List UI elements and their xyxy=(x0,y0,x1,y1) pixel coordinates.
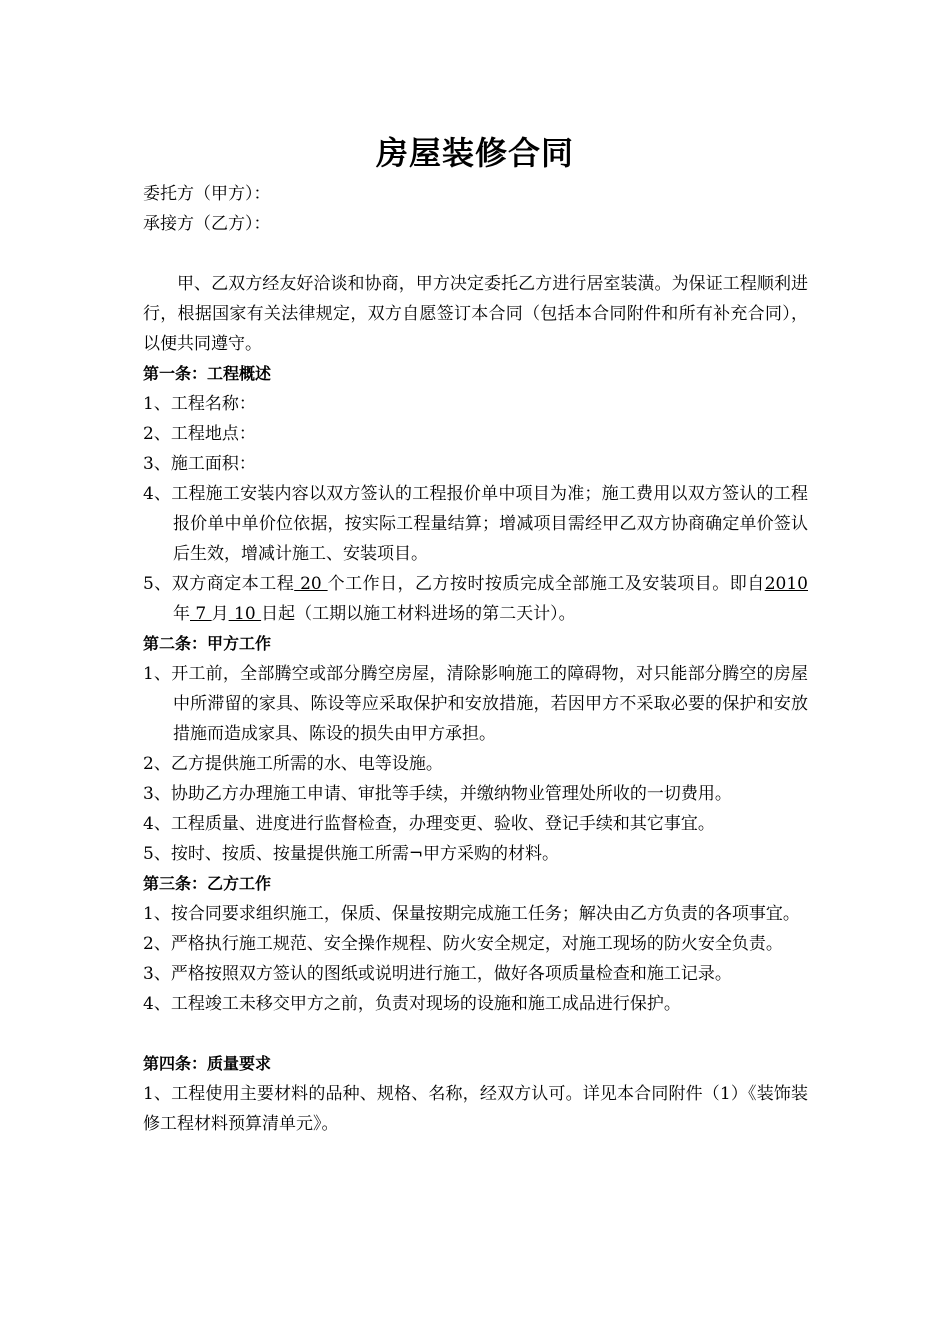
article1-item-3: 3、施工面积： xyxy=(143,454,256,474)
item5-month-label: 月 xyxy=(211,604,229,624)
document-body xyxy=(143,180,808,1139)
article2-heading: 第二条：甲方工作 xyxy=(143,634,272,653)
article2-item-2: 2、乙方提供施工所需的水、电等设施。 xyxy=(143,754,443,774)
item5-prefix: 5、双方商定本工程 xyxy=(143,574,295,594)
article3-item-3: 3、严格按照双方签认的图纸或说明进行施工，做好各项质量检查和施工记录。 xyxy=(143,964,732,984)
item5-year: 2010 xyxy=(764,574,808,594)
intro-paragraph: 甲、乙双方经友好洽谈和协商，甲方决定委托乙方进行居室装潢。为保证工程顺利进行，根据国家有关法律规定，双方自愿签订本合同（包括本合同附件和所有补充合同），以便共同遵守。 xyxy=(143,274,808,354)
article1-item-2: 2、工程地点： xyxy=(143,424,256,444)
item5-mid: 个工作日，乙方按时按质完成全部施工及安装项目。即自 xyxy=(327,574,765,594)
item5-days: 20 xyxy=(294,574,328,594)
article3-item-4: 4、工程竣工未移交甲方之前，负责对现场的设施和施工成品进行保护。 xyxy=(143,994,681,1014)
document-title: 房屋装修合同 xyxy=(375,134,574,172)
article2-item-3: 3、协助乙方办理施工申请、审批等手续，并缴纳物业管理处所收的一切费用。 xyxy=(143,784,732,804)
article1-item-4: 4、工程施工安装内容以双方签认的工程报价单中项目为准；施工费用以双方签认的工程报价单中单价位依据，按实际工程量结算；增减项目需经甲乙双方协商确定单价签认后生效，增减计施工、安装项目。 xyxy=(143,484,808,564)
party-b-line: 承接方（乙方）： xyxy=(143,213,271,234)
article1-item-5 xyxy=(143,569,808,629)
article4-heading: 第四条：质量要求 xyxy=(143,1054,272,1073)
article3-item-1: 1、按合同要求组织施工，保质、保量按期完成施工任务；解决由乙方负责的各项事宜。 xyxy=(143,904,800,924)
article1-heading: 第一条：工程概述 xyxy=(143,364,272,383)
item5-month: 7 xyxy=(190,604,212,624)
article2-item-1: 1、开工前，全部腾空或部分腾空房屋，清除影响施工的障碍物，对只能部分腾空的房屋中所滞留的家具、陈设等应采取保护和安放措施，若因甲方不采取必要的保护和安放措施而造成家具、陈设的损失由甲方承担。 xyxy=(143,664,808,744)
spacer xyxy=(143,1019,808,1049)
article3-heading: 第三条：乙方工作 xyxy=(143,874,272,893)
spacer xyxy=(143,239,808,269)
item5-day: 10 xyxy=(228,604,262,624)
article3-item-2: 2、严格执行施工规范、安全操作规程、防火安全规定，对施工现场的防火安全负责。 xyxy=(143,934,783,954)
item5-year-label: 年 xyxy=(173,604,190,624)
article1-item-1: 1、工程名称： xyxy=(143,394,256,414)
article2-item-4: 4、工程质量、进度进行监督检查，办理变更、验收、登记手续和其它事宜。 xyxy=(143,814,715,834)
article2-item-5: 5、按时、按质、按量提供施工所需¬甲方采购的材料。 xyxy=(143,844,560,864)
item5-suffix: 日起（工期以施工材料进场的第二天计）。 xyxy=(261,604,576,624)
article4-item-1: 1、工程使用主要材料的品种、规格、名称，经双方认可。详见本合同附件（1）《装饰装修工程材料预算清单元》。 xyxy=(143,1084,808,1134)
party-a-line: 委托方（甲方）： xyxy=(143,184,271,204)
